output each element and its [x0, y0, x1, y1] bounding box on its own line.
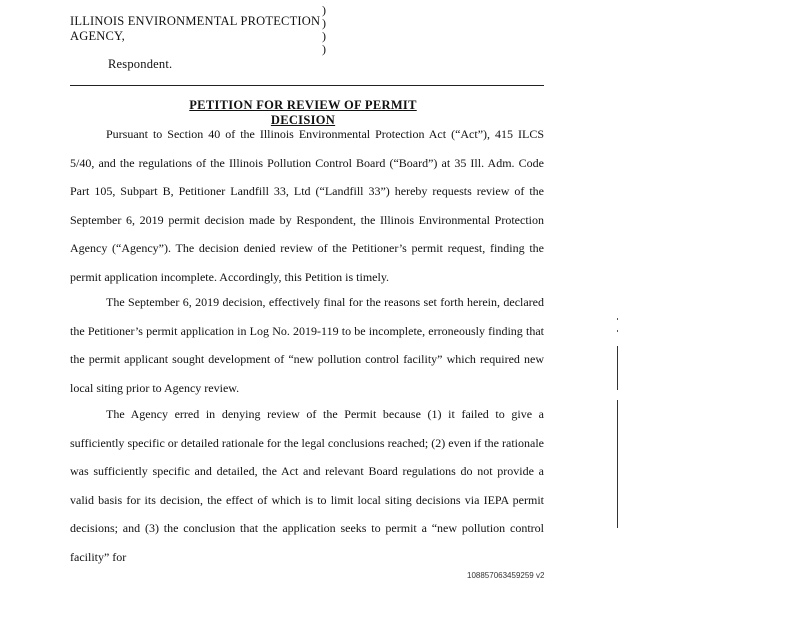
- page-title: PETITION FOR REVIEW OF PERMIT DECISION: [189, 98, 417, 127]
- caption-bracket: ): [322, 29, 326, 43]
- caption-party-line2: AGENCY,: [70, 29, 125, 43]
- caption-divider: [70, 85, 544, 86]
- paragraph-3: [70, 400, 544, 571]
- caption-bracket: ): [322, 3, 326, 17]
- paragraph-2: [70, 288, 544, 402]
- document-id: 108857063459259 v2: [467, 571, 545, 580]
- caption-party-line1: ILLINOIS ENVIRONMENTAL PROTECTION: [70, 14, 321, 28]
- margin-mark: [617, 400, 618, 528]
- paragraph-text: The September 6, 2019 decision, effectively final for the reasons set forth herein, declared the Petitioner’s permit application in Log No. 2019-119 to be incomplete, erroneously finding that the permit applicant sought development of “new pollution control facility” which required new local siting prior to Agency review.: [70, 295, 544, 395]
- margin-mark: [617, 330, 618, 332]
- caption-bracket: ): [322, 42, 326, 56]
- paragraph-text: Pursuant to Section 40 of the Illinois Environmental Protection Act (“Act”), 415 ILCS 5/40, and the regulations of the Illinois Pollution Control Board (“Board”) at 35 Ill. Adm. Code Part 105, Subpart B, Petitioner Landfill 33, Ltd (“Landfill 33”) hereby requests review of the September 6, 2019 permit decision made by Respondent, the Illinois Environmental Protection Agency (“Agency”). The decision denied review of the Petitioner’s permit request, finding the permit application incomplete. Accordingly, this Petition is timely.: [70, 127, 544, 284]
- paragraph-1: [70, 120, 544, 291]
- paragraph-text: The Agency erred in denying review of the Permit because (1) it failed to give a sufficiently specific or detailed rationale for the legal conclusions reached; (2) even if the rationale was sufficiently specific and detailed, the Act and relevant Board regulations do not provide a valid basis for its decision, the effect of which is to limit local siting decisions via IEPA permit decisions; and (3) the conclusion that the application seeks to permit a “new pollution control facility” for: [70, 407, 544, 564]
- caption-role: Respondent.: [108, 57, 173, 71]
- margin-mark: [617, 318, 618, 320]
- caption-bracket: ): [322, 16, 326, 30]
- margin-mark: [617, 346, 618, 390]
